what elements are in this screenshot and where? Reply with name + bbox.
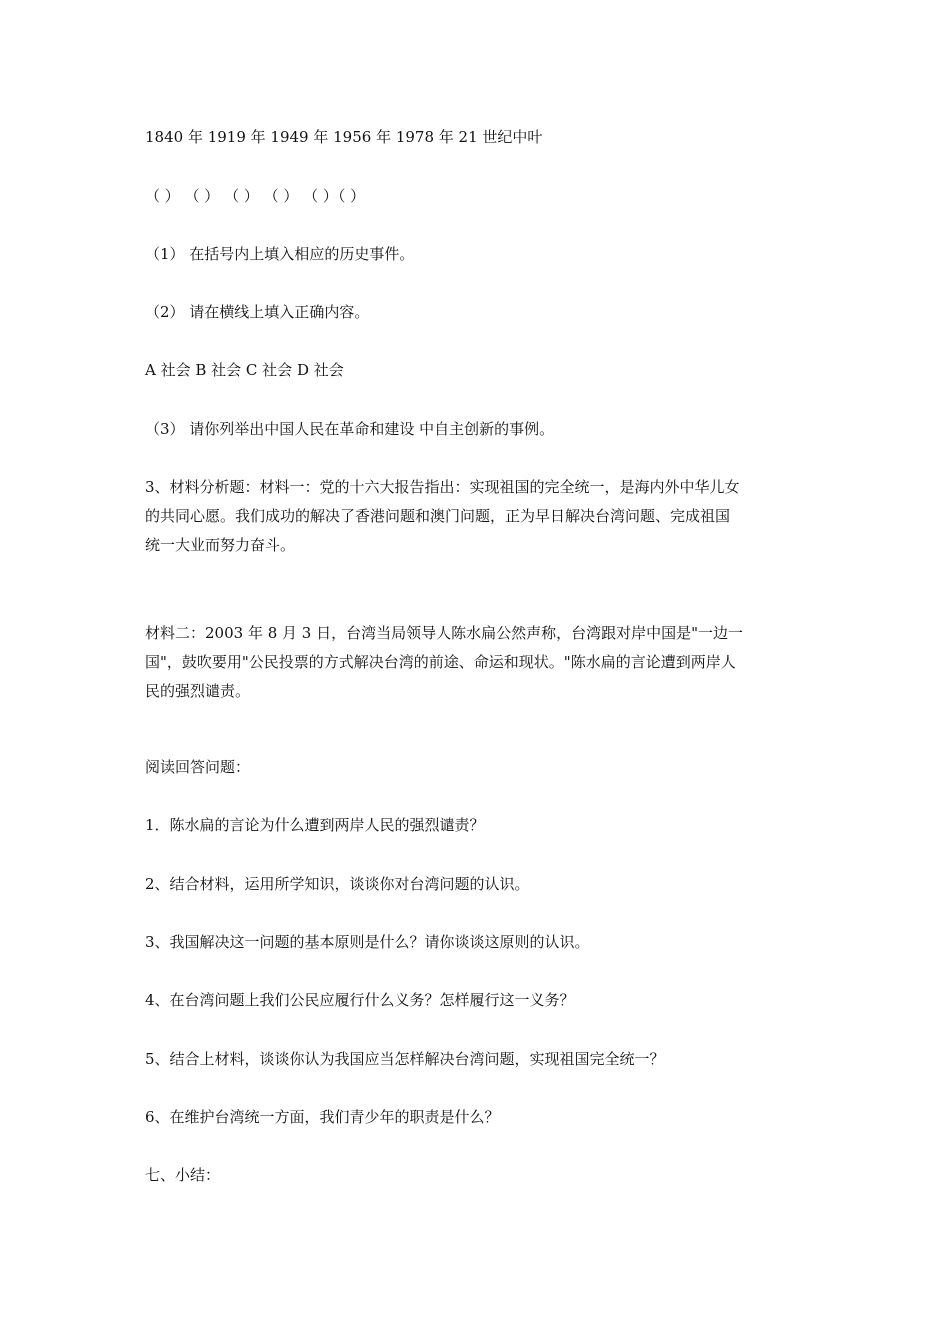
material-two-paragraph (145, 619, 817, 706)
reading-prompt: 阅读回答问题： (145, 758, 251, 776)
summary-heading: 七、小结： (145, 1166, 221, 1184)
question-item: 4、在台湾问题上我们公民应履行什么义务？怎样履行这一义务？ (145, 991, 575, 1009)
question-fill-lines: （2） 请在横线上填入正确内容。 (145, 303, 370, 321)
material-one-line: 的共同心愿。我们成功的解决了香港问题和澳门问题，正为早日解决台湾问题、完成祖国 (145, 507, 731, 525)
material-two-line: 材料二：2003 年 8 月 3 日，台湾当局领导人陈水扁公然声称，台湾跟对岸中国是"一边一 (145, 624, 744, 642)
material-two-line: 民的强烈谴责。 (145, 682, 251, 700)
society-options: A 社会 B 社会 C 社会 D 社会 (145, 361, 344, 379)
material-two-line: 国"，鼓吹要用"公民投票的方式解决台湾的前途、命运和现状。"陈水扁的言论遭到两岸人 (145, 653, 736, 671)
question-item: 1．陈水扁的言论为什么遭到两岸人民的强烈谴责？ (145, 816, 485, 834)
material-one-line: 统一大业而努力奋斗。 (145, 536, 296, 554)
timeline-brackets: （ ） （ ） （ ） （ ） （ ）（ ） (145, 187, 366, 205)
question-item: 5、结合上材料，谈谈你认为我国应当怎样解决台湾问题，实现祖国完全统一？ (145, 1050, 665, 1068)
timeline-years: 1840 年 1919 年 1949 年 1956 年 1978 年 21 世纪中叶 (145, 128, 543, 146)
question-fill-brackets: （1） 在括号内上填入相应的历史事件。 (145, 245, 415, 263)
question-item: 6、在维护台湾统一方面，我们青少年的职责是什么？ (145, 1108, 500, 1126)
material-one-line: 3、材料分析题：材料一：党的十六大报告指出：实现祖国的完全统一，是海内外中华儿女 (145, 478, 740, 496)
question-item: 2、结合材料，运用所学知识，谈谈你对台湾问题的认识。 (145, 875, 530, 893)
question-innovation-examples: （3） 请你列举出中国人民在革命和建设 中自主创新的事例。 (145, 420, 555, 438)
question-item: 3、我国解决这一问题的基本原则是什么？请你谈谈这原则的认识。 (145, 933, 590, 951)
material-one-paragraph (145, 473, 817, 560)
